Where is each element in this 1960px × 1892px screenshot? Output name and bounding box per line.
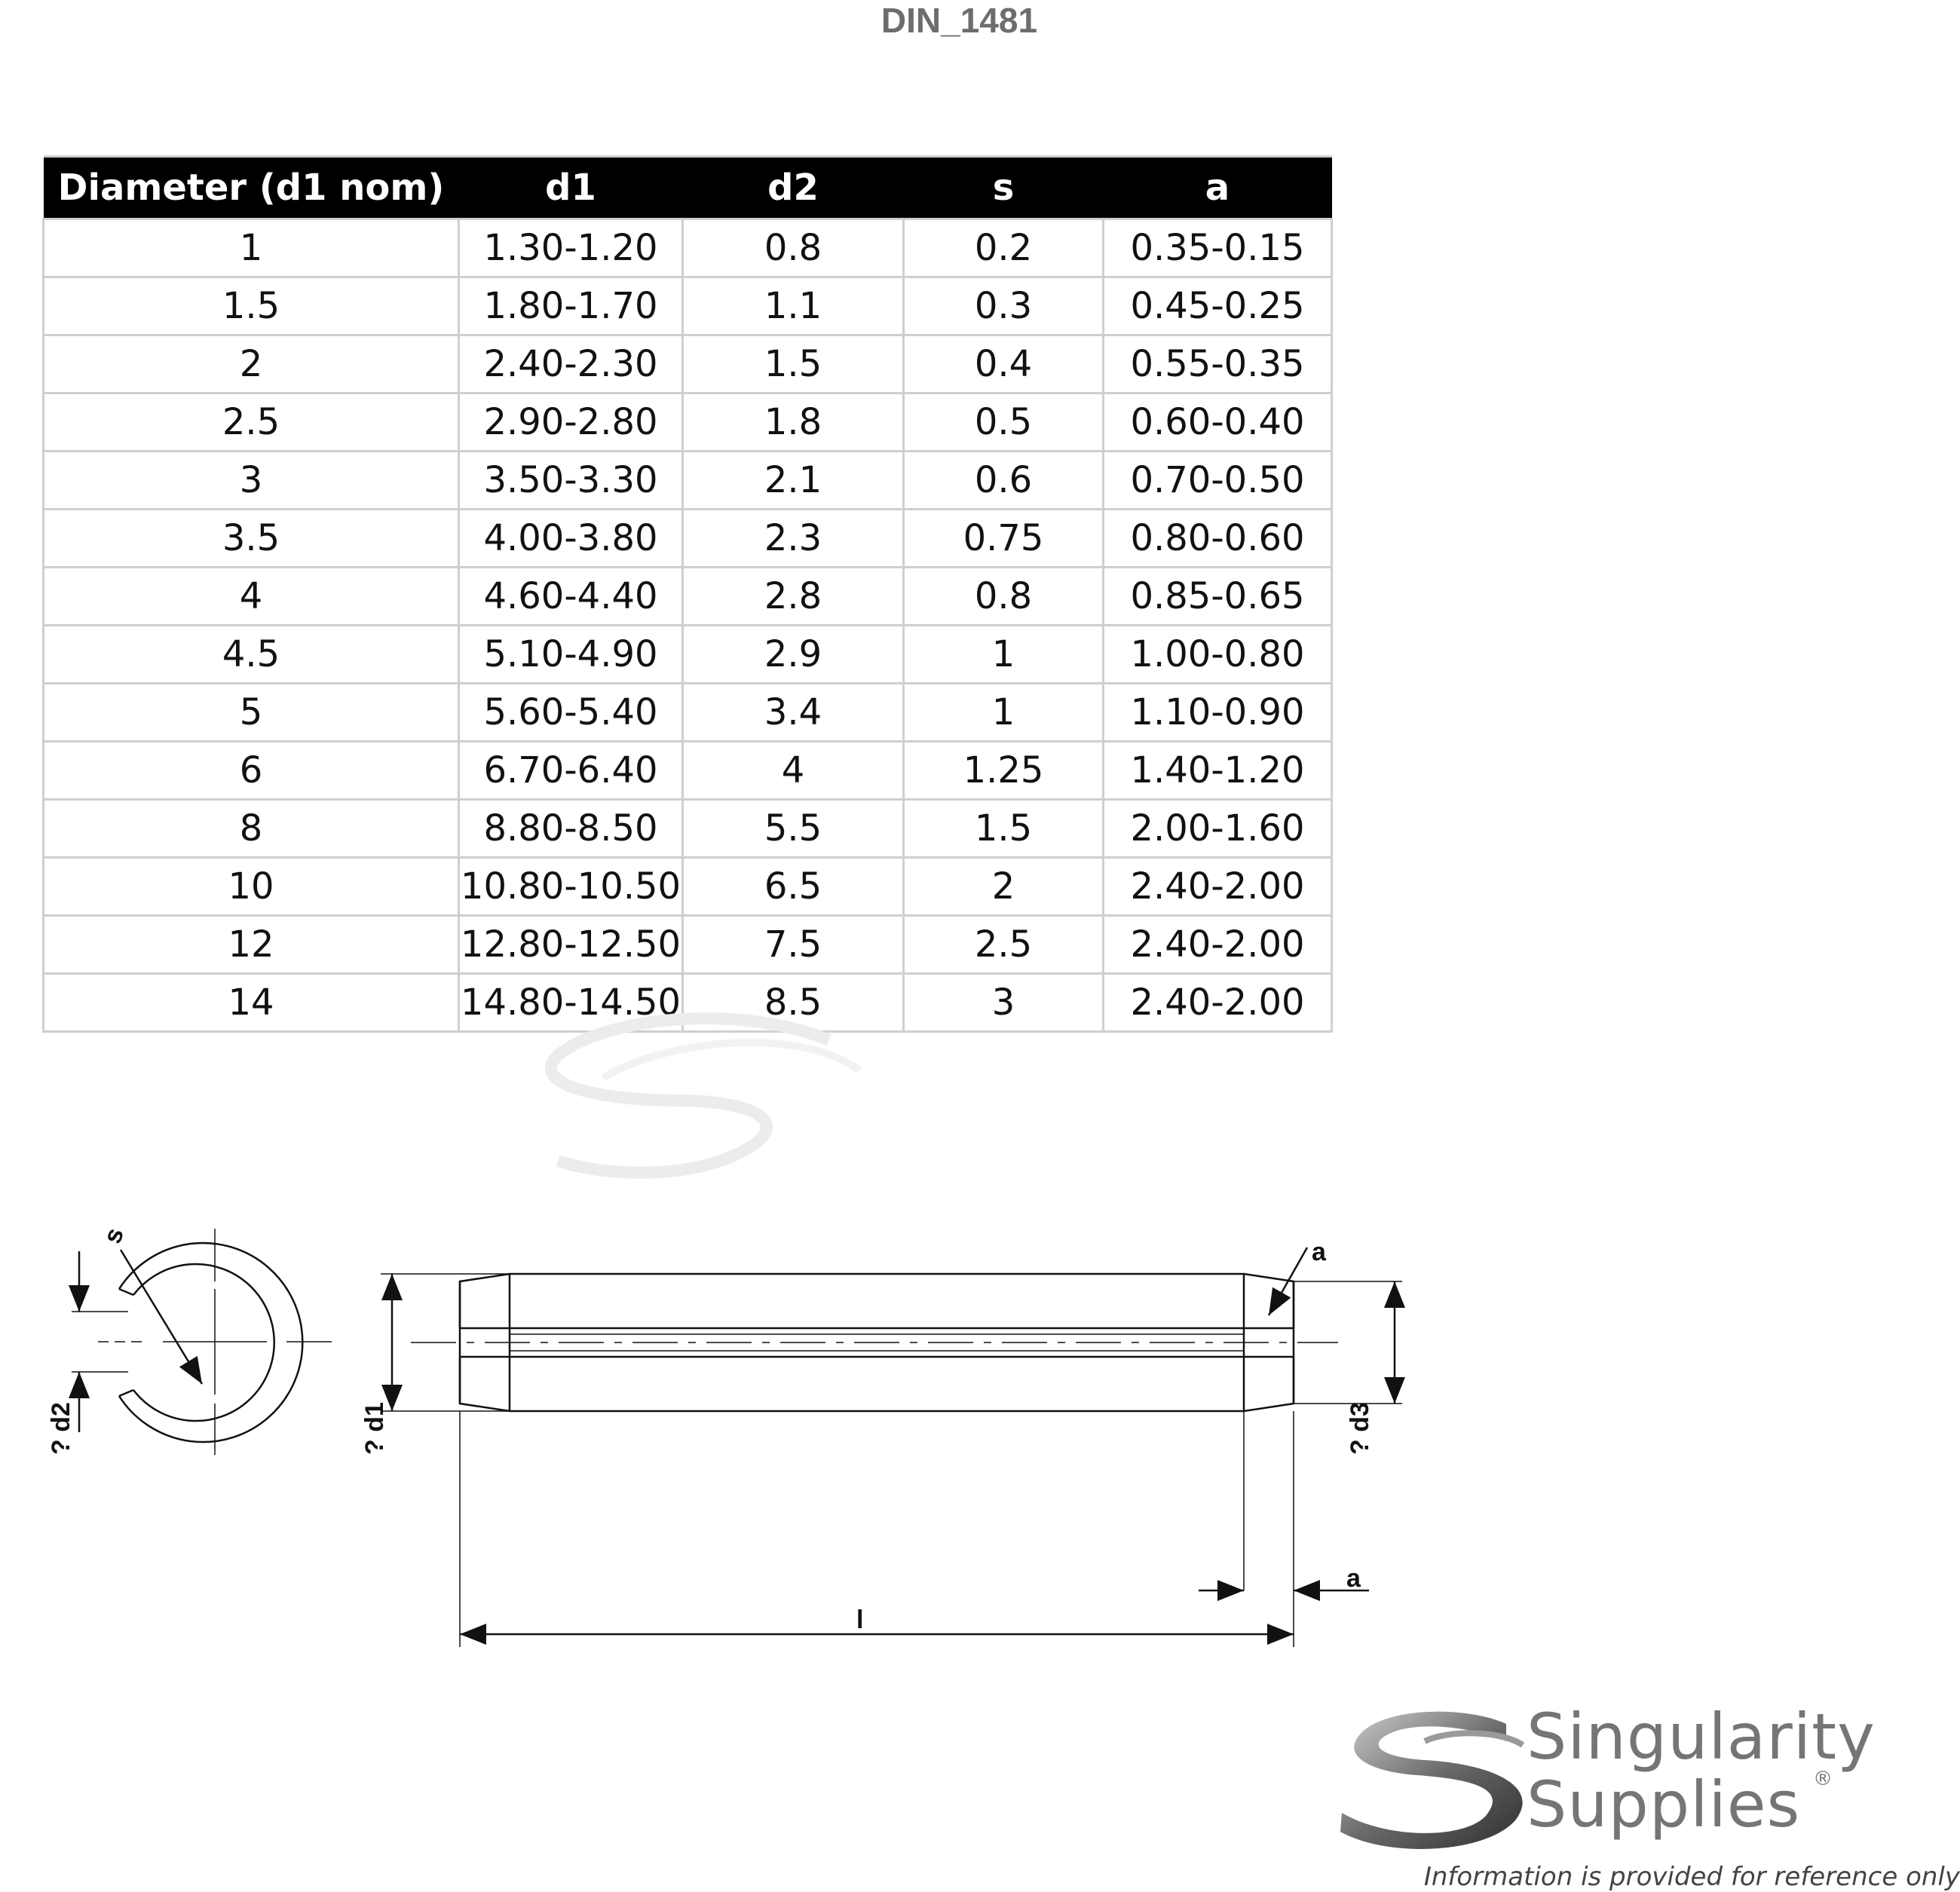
table-cell: 5.5 [683, 800, 904, 858]
label-l: l [856, 1606, 864, 1634]
table-cell: 3.50-3.30 [459, 452, 683, 510]
table-cell: 8.80-8.50 [459, 800, 683, 858]
table-cell: 0.60-0.40 [1104, 393, 1332, 452]
table-cell: 1.5 [904, 800, 1104, 858]
table-row [44, 335, 1332, 393]
table-cell: 0.8 [904, 568, 1104, 626]
table-cell: 1.25 [904, 742, 1104, 800]
table-cell: 2.3 [683, 510, 904, 568]
dimension-table [42, 155, 1333, 1033]
table-cell: 2 [44, 335, 459, 393]
table-row [44, 219, 1332, 277]
label-a-bottom: a [1346, 1564, 1361, 1593]
table-row [44, 393, 1332, 452]
table-cell: 4.00-3.80 [459, 510, 683, 568]
table-cell: 1 [904, 684, 1104, 742]
logo-line-1: Singularity [1527, 1700, 1876, 1774]
table-cell: 3.4 [683, 684, 904, 742]
table-cell: 14 [44, 974, 459, 1032]
end-view [72, 1229, 332, 1455]
table-header-row [44, 157, 1332, 219]
table-row [44, 916, 1332, 974]
table-row [44, 800, 1332, 858]
table-cell: 1.8 [683, 393, 904, 452]
table-cell: 2.40-2.00 [1104, 858, 1332, 916]
table-cell: 2.40-2.30 [459, 335, 683, 393]
table-cell: 0.4 [904, 335, 1104, 393]
table-cell: 5 [44, 684, 459, 742]
table-cell: 1.10-0.90 [1104, 684, 1332, 742]
disclaimer: Information is provided for reference only [1423, 1862, 1960, 1892]
table-cell: 1.00-0.80 [1104, 626, 1332, 684]
table-cell: 7.5 [683, 916, 904, 974]
table-row [44, 510, 1332, 568]
table-cell: 3 [904, 974, 1104, 1032]
table-cell: 2.9 [683, 626, 904, 684]
label-d3: ? d3 [1346, 1402, 1374, 1455]
table-cell: 2.40-2.00 [1104, 916, 1332, 974]
table-cell: 1.5 [44, 277, 459, 335]
registered-mark: ® [1813, 1768, 1833, 1790]
side-view [381, 1248, 1402, 1647]
label-a-top: a [1312, 1238, 1326, 1266]
table-cell: 1.80-1.70 [459, 277, 683, 335]
table-cell: 2.40-2.00 [1104, 974, 1332, 1032]
table-row [44, 568, 1332, 626]
table-cell: 1 [904, 626, 1104, 684]
table-row [44, 626, 1332, 684]
table-cell: 0.85-0.65 [1104, 568, 1332, 626]
table-cell: 0.2 [904, 219, 1104, 277]
table-cell: 10.80-10.50 [459, 858, 683, 916]
table-cell: 2.90-2.80 [459, 393, 683, 452]
table-cell: 4.5 [44, 626, 459, 684]
table-cell: 1.40-1.20 [1104, 742, 1332, 800]
table-cell: 4 [683, 742, 904, 800]
table-cell: 8 [44, 800, 459, 858]
table-cell: 3.5 [44, 510, 459, 568]
table-cell: 1 [44, 219, 459, 277]
page-title: DIN_1481 [880, 1, 1038, 40]
table-cell: 10 [44, 858, 459, 916]
label-s: s [97, 1223, 130, 1248]
table-row [44, 684, 1332, 742]
table-cell: 1.5 [683, 335, 904, 393]
column-header: d2 [683, 157, 904, 219]
pin-drawing [0, 1206, 1892, 1673]
column-header: d1 [459, 157, 683, 219]
table-cell: 1.30-1.20 [459, 219, 683, 277]
table-cell: 0.80-0.60 [1104, 510, 1332, 568]
table-cell: 8.5 [683, 974, 904, 1032]
table-cell: 5.60-5.40 [459, 684, 683, 742]
table-cell: 0.3 [904, 277, 1104, 335]
table-cell: 2.5 [44, 393, 459, 452]
table-cell: 2.8 [683, 568, 904, 626]
watermark-logo [513, 1010, 874, 1183]
table-cell: 6.70-6.40 [459, 742, 683, 800]
column-header: Diameter (d1 nom) [44, 157, 459, 219]
table-cell: 0.5 [904, 393, 1104, 452]
table-row [44, 858, 1332, 916]
table-cell: 0.6 [904, 452, 1104, 510]
table-cell: 12.80-12.50 [459, 916, 683, 974]
table-cell: 2 [904, 858, 1104, 916]
label-d2: ? d2 [47, 1402, 75, 1455]
table-cell: 5.10-4.90 [459, 626, 683, 684]
table-row [44, 742, 1332, 800]
table-cell: 2.00-1.60 [1104, 800, 1332, 858]
table-cell: 4 [44, 568, 459, 626]
table-cell: 6 [44, 742, 459, 800]
table-cell: 0.8 [683, 219, 904, 277]
label-d1: ? d1 [360, 1402, 389, 1455]
column-header: s [904, 157, 1104, 219]
table-cell: 6.5 [683, 858, 904, 916]
table-cell: 0.35-0.15 [1104, 219, 1332, 277]
table-cell: 12 [44, 916, 459, 974]
table-cell: 14.80-14.50 [459, 974, 683, 1032]
table-cell: 3 [44, 452, 459, 510]
table-cell: 0.75 [904, 510, 1104, 568]
column-header: a [1104, 157, 1332, 219]
table-cell: 0.70-0.50 [1104, 452, 1332, 510]
table-cell: 2.5 [904, 916, 1104, 974]
logo-line-2: Supplies [1527, 1768, 1801, 1841]
table-row [44, 277, 1332, 335]
table-row [44, 452, 1332, 510]
table-cell: 0.55-0.35 [1104, 335, 1332, 393]
table-cell: 1.1 [683, 277, 904, 335]
table-cell: 4.60-4.40 [459, 568, 683, 626]
table-cell: 0.45-0.25 [1104, 277, 1332, 335]
table-cell: 2.1 [683, 452, 904, 510]
